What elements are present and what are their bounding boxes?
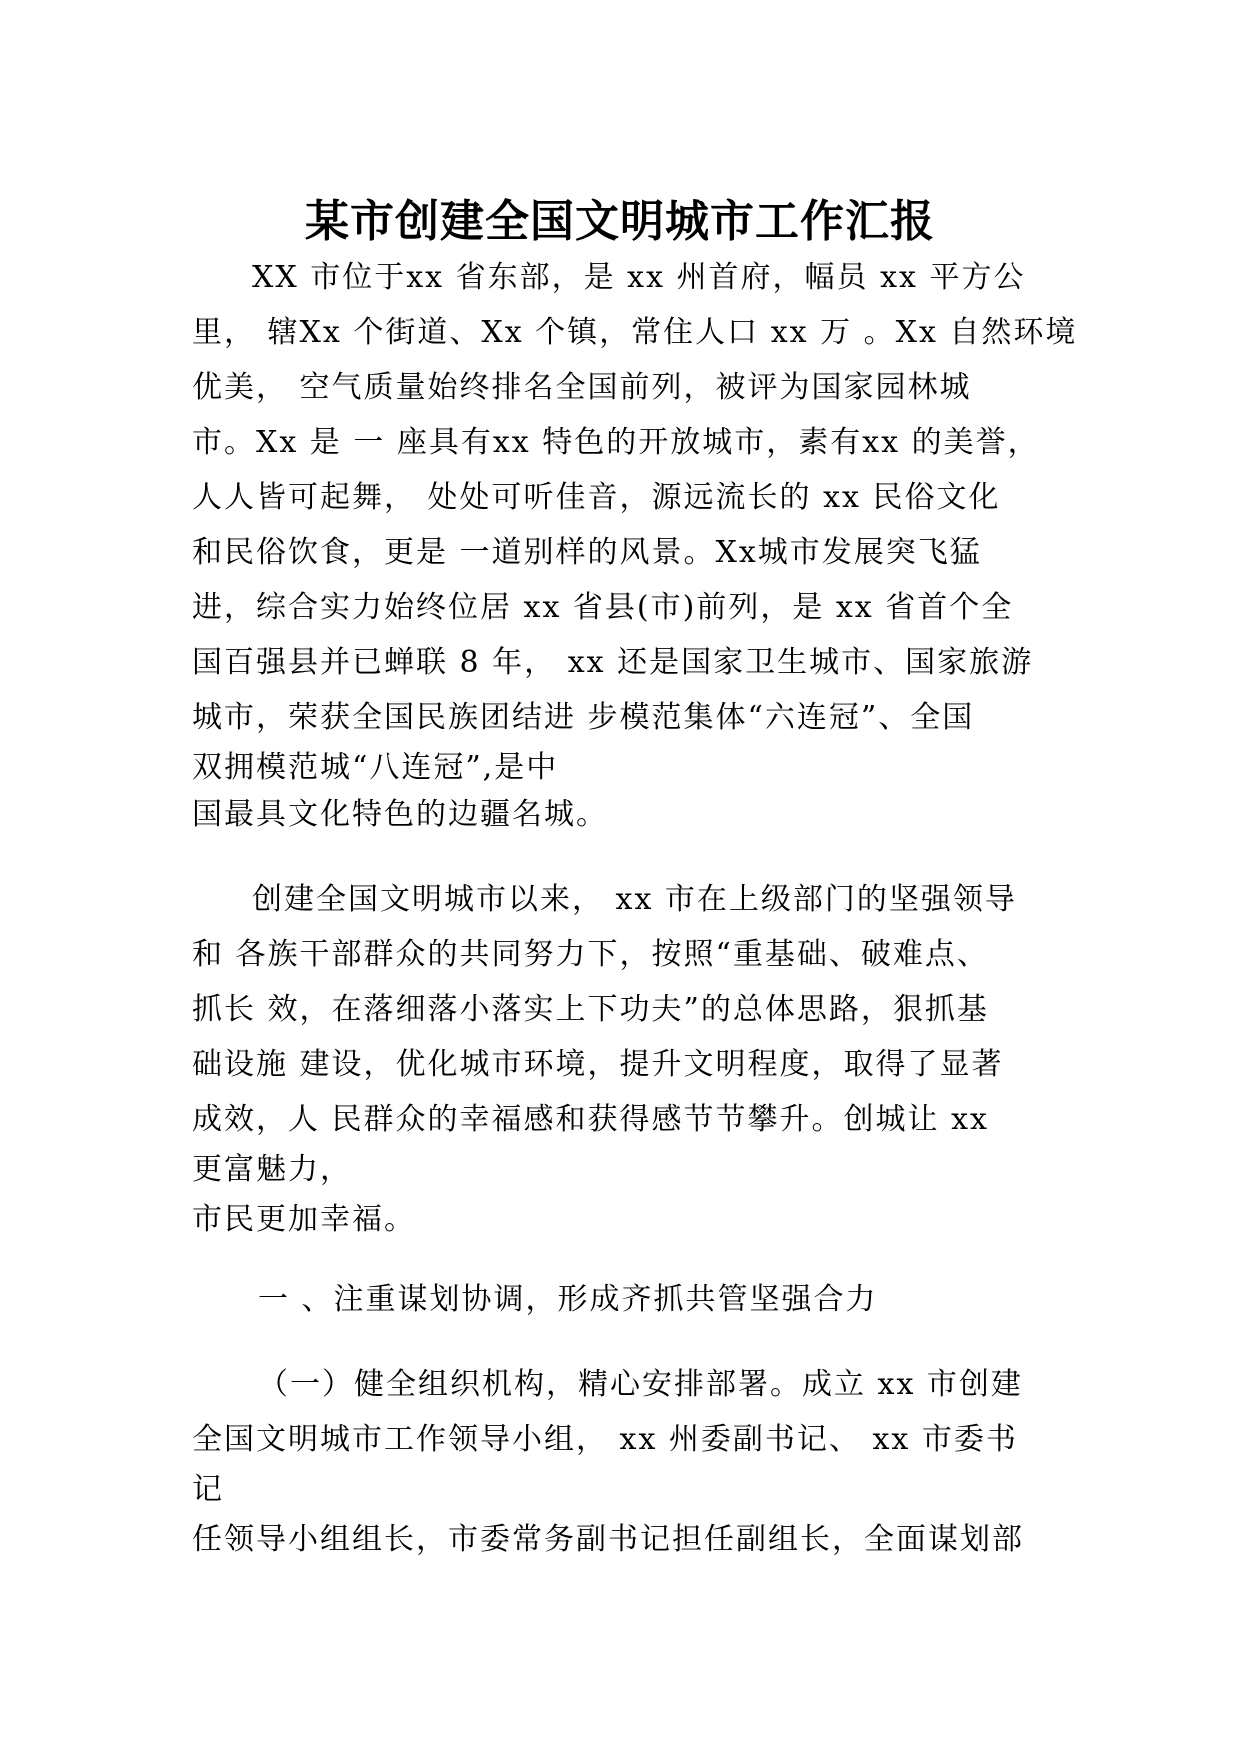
paragraph-line: 础设施 建设，优化城市环境，提升文明程度，取得了显著 [192, 1047, 1004, 1082]
paragraph-line: 进，综合实力始终位居 xx 省县(市)前列，是 xx 省首个全 [192, 590, 1014, 625]
paragraph-line: XX 市位于xx 省东部，是 xx 州首府，幅员 xx 平方公 [252, 260, 1026, 295]
paragraph-line: 优美， 空气质量始终排名全国前列，被评为国家园林城 [192, 370, 972, 405]
paragraph-line: 国最具文化特色的边疆名城。 [192, 797, 608, 832]
paragraph-line: 市。Xx 是 一 座具有xx 特色的开放城市，素有xx 的美誉， [192, 425, 1040, 460]
paragraph-line: 成效，人 民群众的幸福感和获得感节节攀升。创城让 xx [192, 1102, 989, 1137]
paragraph-line: 市民更加幸福。 [192, 1202, 416, 1237]
paragraph-line: 抓长 效，在落细落小落实上下功夫”的总体思路，狠抓基 [192, 992, 989, 1027]
paragraph-line: 任领导小组组长，市委常务副书记担任副组长，全面谋划部 [192, 1522, 1024, 1557]
paragraph-line: 双拥模范城“八连冠”,是中 [192, 750, 559, 785]
paragraph-line: 全国文明城市工作领导小组， xx 州委副书记、 xx 市委书 [192, 1422, 1018, 1457]
section-heading: 一 、注重谋划协调，形成齐抓共管坚强合力 [258, 1282, 878, 1317]
paragraph-line: （一）健全组织机构，精心安排部署。成立 xx 市创建 [258, 1367, 1023, 1402]
paragraph-line: 记 [192, 1472, 224, 1507]
document-title: 某市创建全国文明城市工作汇报 [305, 196, 935, 247]
paragraph-line: 和民俗饮食，更是 一道别样的风景。Xx城市发展突飞猛 [192, 535, 982, 570]
paragraph-line: 里， 辖Xx 个街道、Xx 个镇，常住人口 xx 万 。Xx 自然环境 [192, 315, 1078, 350]
paragraph-line: 城市，荣获全国民族团结进 步模范集体“六连冠”、全国 [192, 700, 975, 735]
paragraph-line: 创建全国文明城市以来， xx 市在上级部门的坚强领导 [252, 882, 1017, 917]
paragraph-line: 国百强县并已蝉联 8 年， xx 还是国家卫生城市、国家旅游 [192, 645, 1034, 680]
paragraph-line: 人人皆可起舞， 处处可听佳音，源远流长的 xx 民俗文化 [192, 480, 1001, 515]
paragraph-line: 和 各族干部群众的共同努力下，按照“重基础、破难点、 [192, 937, 989, 972]
paragraph-line: 更富魅力， [192, 1152, 352, 1187]
